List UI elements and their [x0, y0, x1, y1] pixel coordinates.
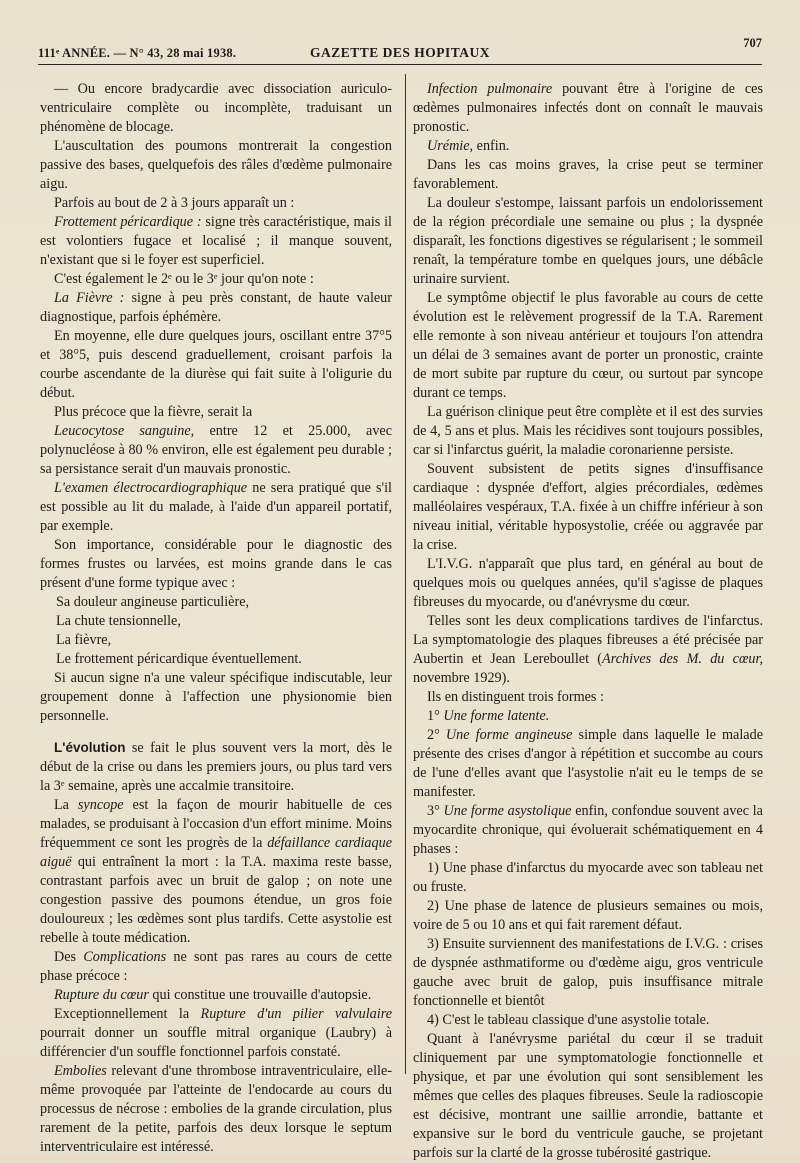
term: défaillance cardiaque aiguë: [40, 835, 392, 870]
page-header: [38, 36, 762, 66]
paragraph: L'évolution se fait le plus souvent vers la mort, dès le début de la crise ou dans les premiers jours, ou plus tard vers la 3ᵉ semaine, après une accalmie transitoire.: [40, 740, 392, 794]
column-divider: [405, 74, 406, 1074]
paragraph: 2° Une forme angineuse simple dans laquelle le malade présente des crises d'angor à répétition et succombe au cours de l'une d'elles avant que l'asystolie n'ait eu le temps de se manifester.: [413, 727, 763, 800]
paragraph: — Ou encore bradycardie avec dissociation auriculo-ventriculaire complète ou incomplète, traduisant un phénomène de blocage.: [40, 81, 392, 135]
paragraph: Rupture du cœur qui constitue une trouvaille d'autopsie.: [54, 987, 372, 1003]
term: Frottement péricardique :: [54, 214, 202, 230]
paragraph: 1° Une forme latente.: [427, 708, 550, 724]
list-item: La chute tensionnelle,: [56, 613, 181, 629]
paragraph: Souvent subsistent de petits signes d'insuffisance cardiaque : dyspnée d'effort, algies précordiales, œdèmes malléolaires vespéraux, T.A. fixée à un chiffre inférieur à son niveau initial, véritable hyposystolie, créée ou aggravée par la crise.: [413, 461, 763, 553]
paragraph: La Fièvre : signe à peu près constant, de haute valeur diagnostique, parfois éphémère.: [40, 290, 393, 325]
term: syncope: [77, 797, 124, 813]
page-number: 707: [743, 36, 762, 50]
term: La Fièvre :: [54, 290, 125, 306]
term: Urémie,: [427, 138, 474, 154]
paragraph: 1) Une phase d'infarctus du myocarde avec son tableau net ou fruste.: [413, 860, 763, 895]
paragraph: Embolies relevant d'une thrombose intraventriculaire, elle-même provoquée par l'atteinte de l'endocarde au cours du processus de nécrose : embolies de la grande circulation, plus rarement de la petite, parfois des deux lorsque le septum interventriculaire est intéressé.: [40, 1063, 392, 1155]
section-lead: L'évolution: [54, 740, 126, 755]
paragraph: Son importance, considérable pour le diagnostic des formes frustes ou larvées, est moins grande dans le cas présent d'une forme typique avec :: [40, 537, 392, 591]
paragraph: L'I.V.G. n'apparaît que plus tard, en général au bout de quelques mois ou quelques années, qu'il s'agisse de plaques fibreuses du myocarde, ou d'anévrysme du cœur.: [413, 556, 763, 610]
paragraph: Quant à l'anévrysme pariétal du cœur il se traduit cliniquement par une symptomatologie fonctionnelle et physique, et par une évolution qui sont sensiblement les mêmes que celles des plaques fibreuses. Seule la radioscopie est décisive, montrant une saillie arrondie, battante et expansive sur le bord du ventricule gauche, se projetant parfois sur la clarté de la grosse tubérosité gastrique.: [413, 1031, 763, 1161]
paragraph: C'est également le 2ᵉ ou le 3ᵉ jour qu'on note :: [54, 271, 314, 287]
term: Rupture du cœur: [54, 987, 149, 1003]
list-item: Sa douleur angineuse particulière,: [56, 594, 250, 610]
paragraph: Dans les cas moins graves, la crise peut se terminer favorablement.: [413, 157, 763, 192]
paragraph: Plus précoce que la fièvre, serait la: [54, 404, 253, 420]
term: Rupture d'un pilier valvulaire: [200, 1006, 392, 1022]
paragraph: L'auscultation des poumons montrerait la congestion passive des bases, quelquefois des râles d'œdème pulmonaire aigu.: [40, 138, 392, 192]
term: L'examen électrocardiographique: [54, 480, 248, 496]
paragraph: Urémie, enfin.: [427, 138, 510, 154]
term: Complications: [83, 949, 167, 965]
right-column: [413, 80, 763, 1163]
term: Une forme latente.: [443, 708, 550, 724]
paragraph: La syncope est la façon de mourir habituelle de ces malades, se produisant à l'occasion d'un effort minime. Moins fréquemment ce sont les progrès de la défaillance cardiaque aiguë qui entraînent la mort : la T.A. maxima reste basse, contrastant parfois avec un bruit de galop ; on note une congestion passive des poumons étendue, un gros foie douloureux ; les œdèmes sont plus tardifs. Cette asystolie est rebelle à toute médication.: [40, 797, 392, 946]
paragraph: Frottement péricardique : signe très caractéristique, mais il est volontiers fugace et localisé ; il manque souvent, n'existant que si le foyer est superficiel.: [40, 214, 392, 268]
paragraph: Exceptionnellement la Rupture d'un pilier valvulaire pourrait donner un souffle mitral organique (Laubry) à différencier d'un souffle fonctionnel parfois constaté.: [40, 1006, 392, 1060]
paragraph: 3) Ensuite surviennent des manifestations de I.V.G. : crises de dyspnée asthmatiforme ou d'œdème aigu, gros ventricule gauche avec bruit de galop, puis insuffisance mitrale fonctionnelle et bientôt: [413, 936, 763, 1009]
paragraph: Des Complications ne sont pas rares au cours de cette phase précoce :: [40, 949, 392, 984]
paragraph: La douleur s'estompe, laissant parfois un endolorissement de la région précordiale une semaine ou plus ; la dyspnée disparaît, les fonctions digestives se régularisent ; le sommeil renaît, la température tombe en quelques jours, une débâcle urinaire survient.: [413, 195, 763, 287]
term: Infection pulmonaire: [427, 81, 553, 97]
term: Leucocytose sanguine,: [54, 423, 195, 439]
term: Une forme angineuse: [445, 727, 573, 743]
paragraph: 4) C'est le tableau classique d'une asystolie totale.: [427, 1012, 710, 1028]
term: Une forme asystolique: [443, 803, 572, 819]
paragraph: Si aucun signe n'a une valeur spécifique indiscutable, leur groupement donne à l'affection une physionomie bien personnelle.: [40, 670, 392, 724]
paragraph: 2) Une phase de latence de plusieurs semaines ou mois, voire de 5 ou 10 ans et qui fait rarement défaut.: [413, 898, 763, 933]
header-rule: [38, 64, 762, 65]
paragraph: L'examen électrocardiographique ne sera pratiqué que s'il est possible au lit du malade, à l'aide d'un appareil portatif, par exemple.: [40, 480, 392, 534]
paragraph: En moyenne, elle dure quelques jours, oscillant entre 37°5 et 38°5, puis descend graduellement, croisant parfois la courbe ascendante de la diurèse qui fait suite à l'oligurie du début.: [40, 328, 392, 401]
paragraph: La guérison clinique peut être complète et il est des survies de 4, 5 ans et plus. Mais les récidives sont toujours possibles, car si l'infarctus guérit, la maladie coronarienne persiste.: [413, 404, 763, 458]
paragraph: Telles sont les deux complications tardives de l'infarctus. La symptomatologie des plaques fibreuses a été précisée par Aubertin et Jean Lereboullet (Archives des M. du cœur, novembre 1929).: [413, 613, 764, 686]
paragraph: 3° Une forme asystolique enfin, confondue souvent avec la myocardite chronique, qui évoluerait schématiquement en 4 phases :: [413, 803, 763, 857]
term: Embolies: [54, 1063, 107, 1079]
paragraph: Le symptôme objectif le plus favorable au cours de cette évolution est le relèvement progressif de la T.A. Rarement elle remonte à son niveau antérieur et toujours l'on attendra un délai de 3 semaines avant de porter un pronostic, crainte de mort subite par rupture du cœur, ou surtout par syncope durant ce temps.: [413, 290, 763, 401]
paragraph: Infection pulmonaire pouvant être à l'origine de ces œdèmes pulmonaires infectés dont on connaît le mauvais pronostic.: [413, 81, 763, 135]
paragraph: Parfois au bout de 2 à 3 jours apparaît un :: [54, 195, 295, 211]
list-item: La fièvre,: [56, 632, 112, 648]
citation: Archives des M. du cœur,: [602, 651, 764, 667]
paragraph: Leucocytose sanguine, entre 12 et 25.000, avec polynucléose à 80 % environ, elle est également peu durable ; sa persistance serait d'un mauvais pronostic.: [40, 423, 393, 477]
list-item: Le frottement péricardique éventuellement.: [56, 651, 302, 667]
issue-info: 111ᵉ ANNÉE. — N° 43, 28 mai 1938.: [38, 46, 237, 60]
journal-title: GAZETTE DES HOPITAUX: [310, 45, 491, 60]
left-column: [40, 80, 392, 1157]
paragraph: Ils en distinguent trois formes :: [427, 689, 604, 705]
